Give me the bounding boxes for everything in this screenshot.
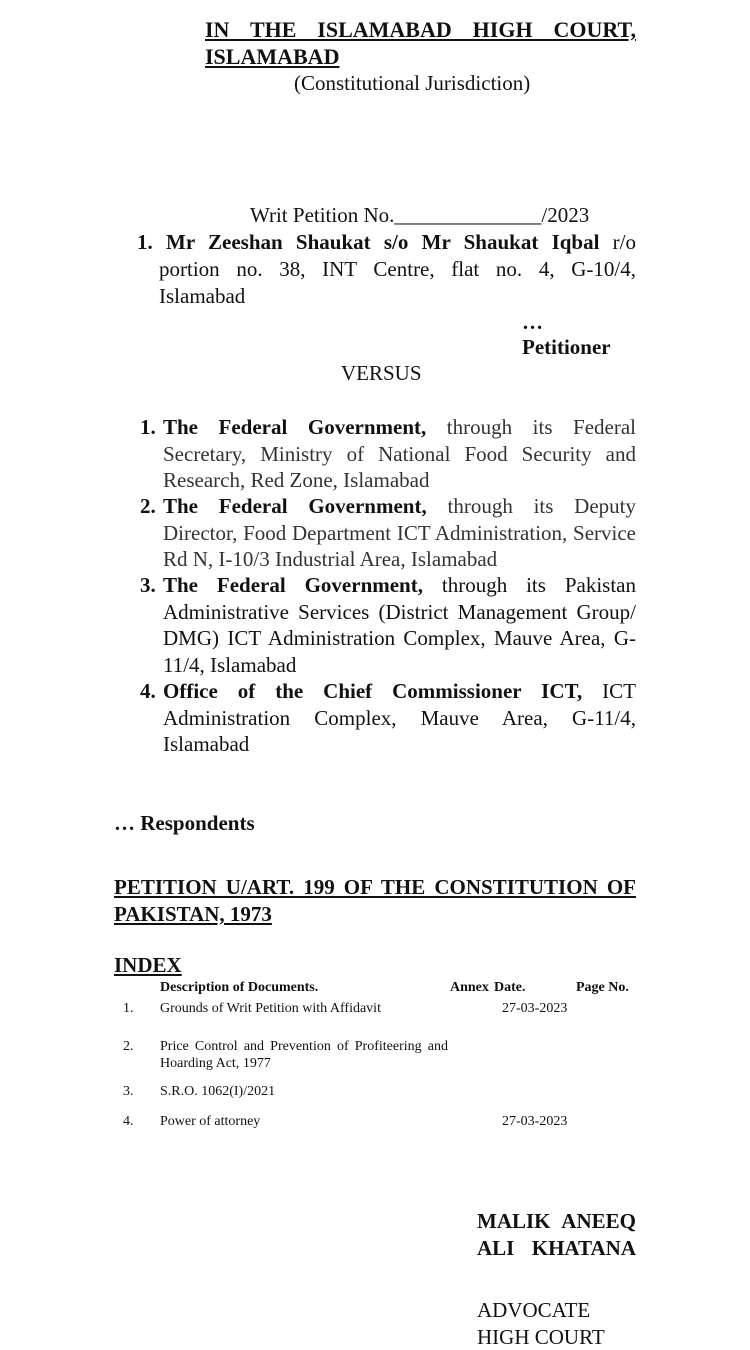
respondent-name: The Federal Government, [163, 415, 427, 439]
respondent-item [140, 493, 636, 573]
petitioner-name: Mr Zeeshan Shaukat s/o Mr Shaukat Iqbal [166, 230, 600, 254]
index-row-description: S.R.O. 1062(I)/2021 [160, 1084, 276, 1099]
index-row-description: Grounds of Writ Petition with Affidavit [160, 1001, 381, 1016]
column-page: Page No. [576, 980, 629, 995]
respondent-number: 1. [140, 415, 156, 439]
petition-heading: PETITION U/ART. 199 OF THE CONSTITUTION OF PAKISTAN, 1973 [114, 875, 636, 926]
court-title: IN THE ISLAMABAD HIGH COURT, [205, 17, 636, 42]
petitioner-address-start: r/o [599, 230, 637, 254]
respondent-detail: through its Deputy Director, Food Department ICT Administration, Service Rd N, I-10/3 Industrial Area, Islamabad [163, 494, 637, 571]
index-row-number: 1. [123, 1001, 134, 1016]
index-row-number: 4. [123, 1114, 134, 1129]
advocate-name: MALIK ANEEQ ALI KHATANA [477, 1209, 636, 1260]
respondent-number: 3. [140, 573, 156, 597]
respondent-name: The Federal Government, [163, 494, 427, 518]
index-row-description: Price Control and Prevention of Profiteering and Hoarding Act, 1977 [160, 1039, 448, 1071]
respondent-number: 4. [140, 679, 156, 703]
court-title-city: ISLAMABAD [205, 44, 340, 69]
jurisdiction: (Constitutional Jurisdiction) [294, 71, 531, 95]
index-heading: INDEX [114, 953, 182, 977]
respondent-name: Office of the Chief Commissioner ICT, [163, 679, 583, 703]
respondent-name: The Federal Government, [163, 573, 423, 597]
petitioner-line [137, 229, 636, 256]
versus: VERSUS [341, 361, 422, 385]
petitioner-dots: … [522, 310, 543, 334]
column-description: Description of Documents. [160, 980, 319, 995]
index-row-description: Power of attorney [160, 1114, 261, 1129]
respondent-number: 2. [140, 494, 156, 518]
index-row-number: 2. [123, 1039, 134, 1054]
index-row-date: 27-03-2023 [502, 1001, 568, 1016]
respondent-detail: through its Pakistan Administrative Services (District Management Group/ DMG) ICT Administration Complex, Mauve Area, G-11/4, Islamabad [163, 573, 636, 677]
respondent-detail: ICT Administration Complex, Mauve Area, G-11/4, Islamabad [163, 679, 637, 756]
respondent-item [140, 414, 636, 494]
column-date: Date. [494, 980, 526, 995]
petitioner-address: portion no. 38, INT Centre, flat no. 4, G-10/4, Islamabad [159, 257, 636, 308]
index-row-date: 27-03-2023 [502, 1114, 568, 1129]
advocate-title: ADVOCATE HIGH COURT [477, 1298, 605, 1349]
index-row-number: 3. [123, 1084, 134, 1099]
respondents-label: … Respondents [114, 811, 255, 835]
column-annex: Annex [450, 980, 489, 995]
respondent-detail: through its Federal Secretary, Ministry of National Food Security and Research, Red Zone, Islamabad [163, 415, 636, 492]
petitioner-label: Petitioner [522, 335, 611, 359]
petitioner-number: 1. [137, 230, 153, 254]
writ-petition-number: Writ Petition No.______________/2023 [250, 203, 590, 227]
respondent-item [140, 572, 636, 678]
respondent-item [140, 678, 636, 758]
